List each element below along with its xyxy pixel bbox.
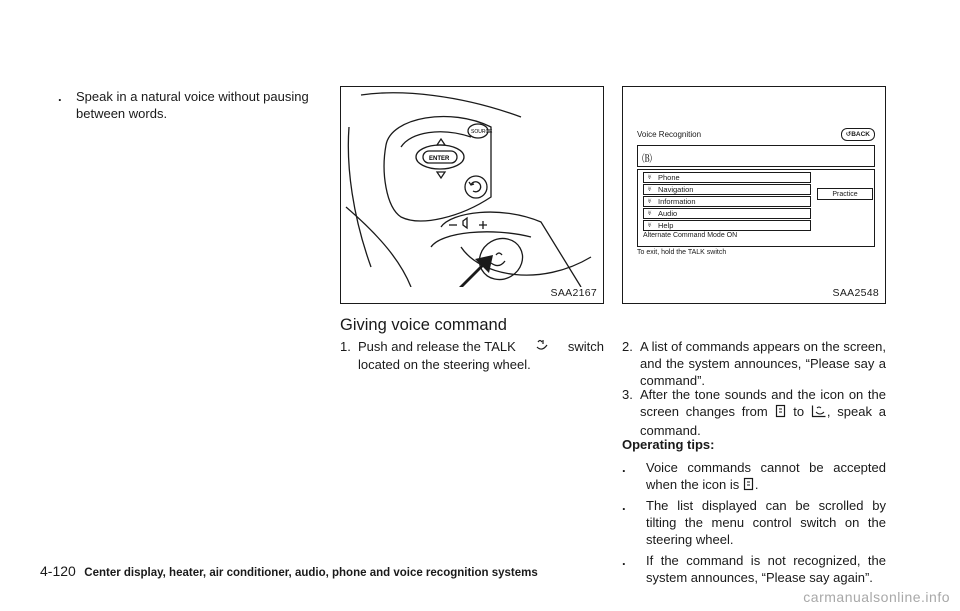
step2-text: A list of commands appears on the screen, and the system announces, “Please say a command”. [640, 339, 886, 388]
step-number: 3. [622, 387, 633, 402]
alt-mode-text: Alternate Command Mode ON [643, 232, 738, 239]
chapter-title: Center display, heater, air conditioner, audio, phone and voice recognition systems [84, 567, 538, 579]
voice-icon: ♅ [647, 198, 653, 205]
voice-icon: ♅ [647, 186, 653, 193]
step-number: 2. [622, 339, 633, 354]
tip-text-a: Voice commands cannot be accepted when the icon is [646, 460, 886, 492]
tip-text: The list displayed can be scrolled by tilting the menu control switch on the steering wheel. [646, 498, 886, 547]
step-3 [622, 386, 886, 439]
page-number: 4-120 [40, 563, 76, 579]
step1-text-a: Push and release the TALK [358, 339, 516, 354]
back-label: BACK [851, 131, 870, 138]
figure-voice-screen [622, 86, 886, 304]
top-panel [637, 145, 875, 167]
step3-text-b: to [793, 404, 805, 419]
bullet-text: Speak in a natural voice without pausing between words. [76, 89, 309, 121]
tip-bullet: . [622, 460, 626, 475]
standby-icon [743, 477, 755, 495]
steering-wheel-illustration [341, 87, 603, 287]
figure-steering-wheel [340, 86, 604, 304]
tip-bullet: . [622, 498, 626, 513]
menu-item: ♅ Audio [643, 208, 811, 219]
tips-heading: Operating tips: [622, 437, 715, 452]
bullet-mark: . [58, 89, 62, 104]
page-footer [40, 563, 538, 581]
enter-label: ENTER [429, 156, 450, 162]
voice-icon: ♅ [647, 174, 653, 181]
tip-bullet: . [622, 553, 626, 568]
step1-text-b: switch [567, 339, 604, 354]
step3-text-c: , speak a command. [640, 404, 886, 438]
voice-icon: ♅ [647, 210, 653, 217]
tip-item [622, 459, 886, 495]
step3-text-a: After the tone sounds and the icon on the screen changes from [640, 387, 886, 419]
menu-item: ♅ Help [643, 220, 811, 231]
step-2 [622, 338, 886, 389]
watermark: carmanualsonline.info [803, 589, 950, 605]
listening-icon [811, 404, 827, 422]
standby-icon [775, 404, 787, 422]
figure-code: SAA2167 [550, 287, 597, 299]
tip-item [622, 552, 886, 586]
step-1 [340, 338, 604, 373]
back-icon: ↺ [845, 131, 852, 138]
back-button [841, 128, 875, 141]
section-heading: Giving voice command [340, 316, 507, 334]
mic-icon: 🄑 [642, 154, 652, 165]
practice-button: Practice [817, 188, 873, 200]
step-number: 1. [340, 339, 351, 354]
tip-text-b: . [754, 477, 759, 492]
bullet-item [58, 88, 320, 122]
voice-icon: ♅ [647, 222, 653, 229]
screen-mock [633, 127, 879, 307]
source-label: SOURCE [471, 129, 493, 135]
step1-text-c: located on the steering wheel. [358, 357, 531, 372]
menu-item: ♅ Navigation [643, 184, 811, 195]
tip-text: If the command is not recognized, the system announces, “Please say again”. [646, 553, 886, 585]
talk-switch-icon [535, 338, 549, 356]
screen-title: Voice Recognition [637, 130, 702, 139]
menu-item: ♅ Phone [643, 172, 811, 183]
menu-item: ♅ Information [643, 196, 811, 207]
exit-hint: To exit, hold the TALK switch [637, 249, 727, 256]
tip-item [622, 497, 886, 548]
figure-code: SAA2548 [832, 287, 879, 299]
